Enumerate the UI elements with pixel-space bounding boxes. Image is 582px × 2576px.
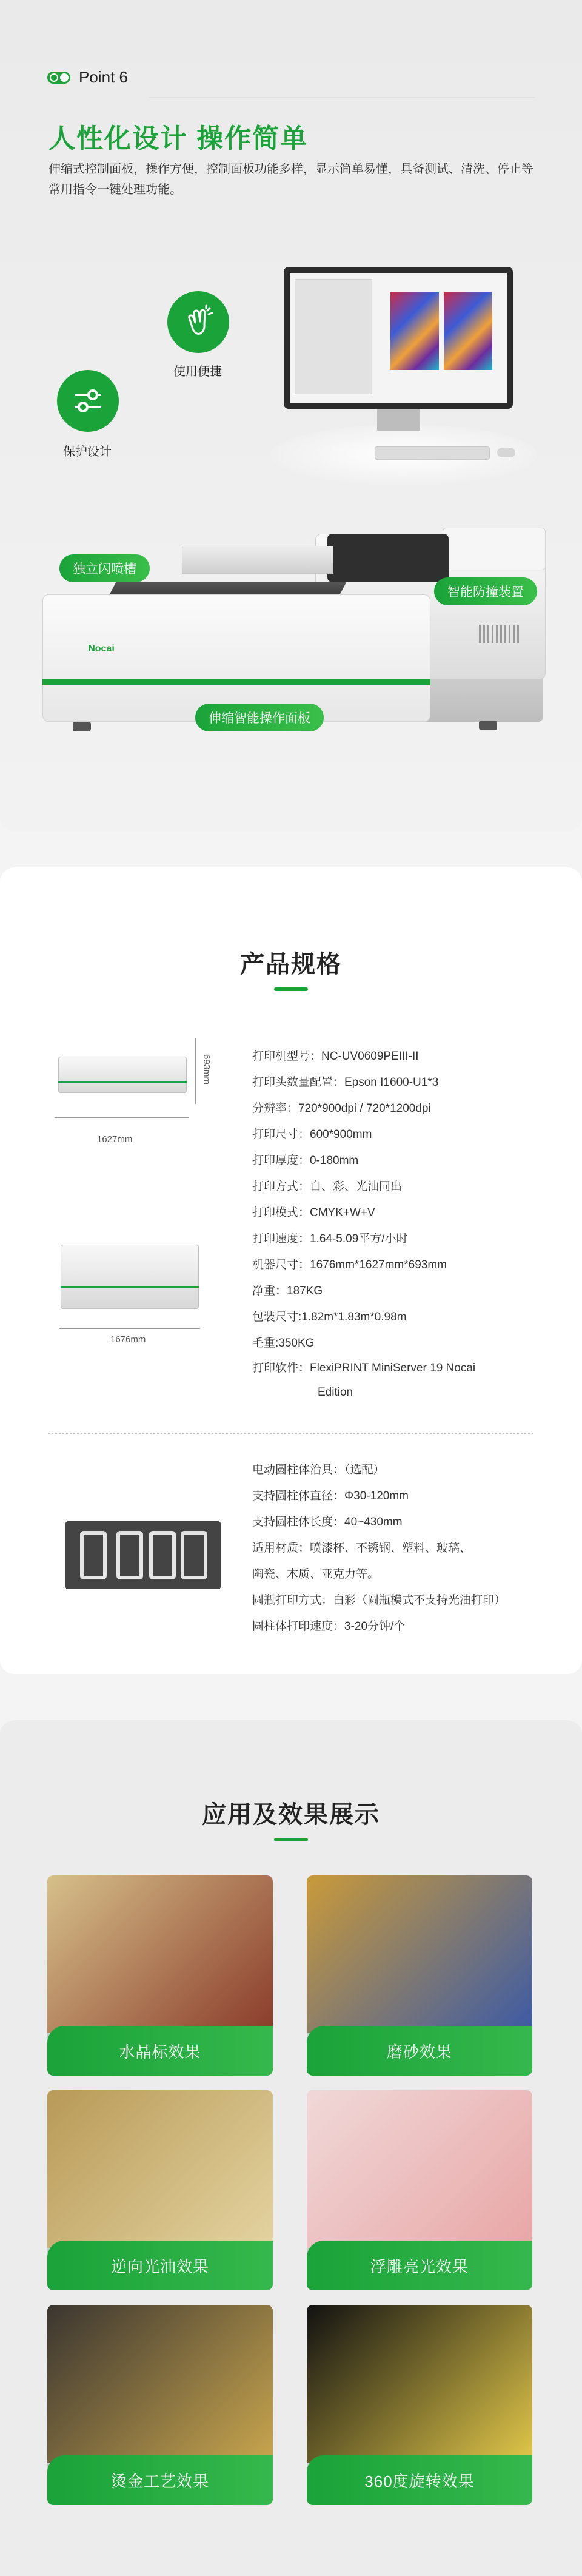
printer-top-view [61, 1245, 199, 1309]
spec-row-software [252, 1356, 567, 1405]
feature-protect-label: 保护设计 [63, 445, 112, 459]
feature-easy-label: 使用便捷 [173, 365, 222, 378]
fixture-roller [181, 1531, 207, 1579]
software-panel [295, 279, 372, 394]
software-text-cont: Edition [318, 1386, 353, 1399]
spec-row: 电动圆柱体治具：（选配） [252, 1464, 385, 1476]
cylinder-spec-list [252, 1457, 567, 1639]
spec-row: 打印方式：白、彩、光油同出 [252, 1180, 403, 1193]
effect-label: 水晶标效果 [47, 2026, 273, 2076]
fixture-roller [149, 1531, 176, 1579]
callout-anti-collision: 智能防撞装置 [434, 577, 537, 605]
spec-row: 支持圆柱体直径：Φ30-120mm [252, 1490, 409, 1502]
print-preview-right [444, 292, 492, 370]
dim-width-bottom-text: 1676mm [110, 1334, 146, 1345]
effect-image [47, 2090, 273, 2248]
dim-width-top-text: 1627mm [97, 1134, 133, 1145]
mouse [497, 448, 515, 457]
spec-title: 产品规格 [240, 951, 342, 978]
callout-flash-slot: 独立闪喷槽 [59, 554, 150, 582]
dim-width2-line [59, 1328, 200, 1329]
feature-section [0, 0, 582, 831]
spec-row: 毛重:350KG [252, 1337, 315, 1350]
effect-image [47, 2305, 273, 2463]
fixture-roller [116, 1531, 143, 1579]
spec-row: 支持圆柱体长度：40~430mm [252, 1516, 403, 1528]
spec-row: 打印模式：CMYK+W+V [252, 1206, 375, 1219]
printer-green-stripe [42, 679, 430, 685]
spec-row: 包装尺寸:1.82m*1.83m*0.98m [252, 1311, 407, 1323]
printer-side-stripe [58, 1081, 187, 1083]
spec-row: 打印速度：1.64-5.09平方/小时 [252, 1233, 408, 1245]
dim-height-line [195, 1038, 196, 1104]
printer-foot [73, 722, 91, 731]
callout-control-panel: 伸缩智能操作面板 [195, 704, 324, 731]
sliders-icon [57, 370, 119, 432]
effect-card [47, 2090, 273, 2290]
application-title: 应用及效果展示 [202, 1801, 380, 1828]
spec-row: 打印厚度：0-180mm [252, 1154, 359, 1167]
monitor-stand [377, 409, 420, 431]
title-underline [274, 987, 308, 991]
effect-card [307, 1875, 532, 2076]
effect-image [307, 1875, 532, 2033]
monitor [284, 267, 513, 409]
effect-label: 磨砂效果 [307, 2026, 532, 2076]
spec-row: 适用材质：喷漆杯、不锈钢、塑料、玻璃、 [252, 1542, 472, 1555]
spec-row: 净重：187KG [252, 1285, 323, 1297]
feature-description: 伸缩式控制面板，操作方便，控制面板功能多样，显示简单易懂，具备测试、清洗、停止等常用指令一键处理功能。 [48, 163, 534, 197]
effect-card [47, 2305, 273, 2505]
printer-head [327, 534, 449, 582]
effect-card [47, 1875, 273, 2076]
dotted-divider [48, 1433, 534, 1434]
spec-row: 圆柱体打印速度：3-20分钟/个 [252, 1620, 406, 1633]
effect-card [307, 2090, 532, 2290]
printer-logo: Nocai [88, 644, 115, 654]
dim-height-text: 693mm [201, 1054, 212, 1085]
software-text: 打印软件：FlexiPRINT MiniServer 19 Nocai [252, 1362, 476, 1374]
printer-top-stripe [61, 1286, 199, 1288]
spec-row: 陶瓷、木质、亚克力等。 [252, 1568, 380, 1581]
spec-row: 圆瓶打印方式：白彩（圆瓶模式不支持光油打印） [252, 1594, 506, 1607]
spec-row: 打印尺寸：600*900mm [252, 1128, 372, 1141]
effect-image [307, 2305, 532, 2463]
dim-width-line [55, 1117, 189, 1118]
printer-gantry [182, 546, 333, 574]
point-tag [47, 68, 128, 87]
printer-foot [479, 721, 497, 730]
title-underline [274, 1838, 308, 1841]
monitor-screen [290, 273, 507, 403]
fixture-roller [80, 1531, 107, 1579]
toggle-icon [47, 72, 70, 84]
printer-top-cover [443, 528, 546, 570]
effect-label: 烫金工艺效果 [47, 2455, 273, 2505]
divider [149, 97, 535, 98]
effect-card [307, 2305, 532, 2505]
spec-list [252, 1043, 567, 1405]
point-label: Point 6 [79, 68, 128, 86]
effect-label: 360度旋转效果 [307, 2455, 532, 2505]
printer-side-view [58, 1057, 187, 1093]
spec-row: 机器尺寸：1676mm*1627mm*693mm [252, 1259, 447, 1271]
printer-vents [479, 625, 521, 643]
effect-image [47, 1875, 273, 2033]
effect-label: 浮雕亮光效果 [307, 2241, 532, 2290]
spec-row: 打印头数量配置：Epson I1600-U1*3 [252, 1076, 439, 1089]
keyboard [375, 446, 490, 460]
effect-label: 逆向光油效果 [47, 2241, 273, 2290]
cylinder-fixture-image [65, 1521, 221, 1589]
spec-row: 打印机型号：NC-UV0609PEIII-II [252, 1050, 419, 1063]
feature-title: 人性化设计 操作简单 [48, 124, 309, 153]
spec-row: 分辨率：720*900dpi / 720*1200dpi [252, 1102, 431, 1115]
clap-hands-icon [167, 291, 229, 353]
effect-image [307, 2090, 532, 2248]
print-preview-left [390, 292, 439, 370]
